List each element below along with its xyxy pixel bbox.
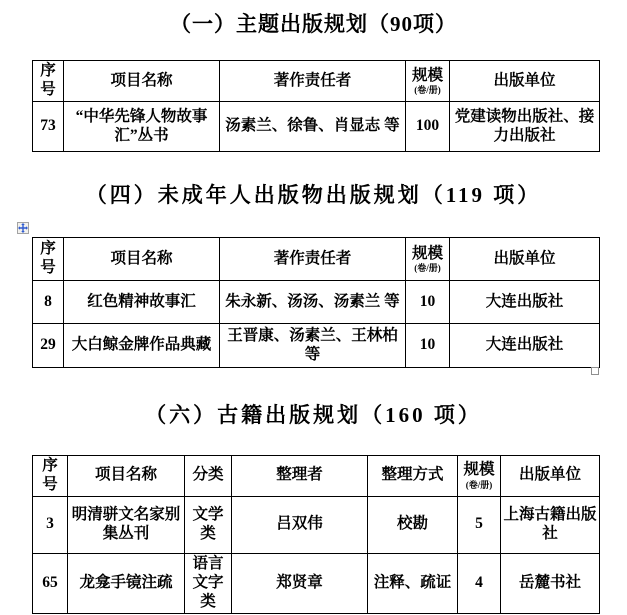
cell-category: 文学类: [185, 496, 232, 553]
header-cell-category: 分类: [185, 456, 232, 497]
cell-project: 大白鲸金牌作品典藏: [64, 324, 220, 368]
cell-serial: 65: [33, 553, 68, 613]
cell-editor: 郑贤章: [232, 553, 368, 613]
section-heading-ancient-books: （六）古籍出版规划（160 项）: [145, 403, 482, 427]
cell-serial: 73: [33, 102, 64, 152]
scale-label: 规模: [411, 244, 443, 262]
header-cell-author: 著作责任者: [220, 238, 406, 281]
cell-scale: 10: [406, 324, 450, 368]
header-cell-serial: 序号: [33, 238, 64, 281]
cell-project: 红色精神故事汇: [64, 281, 220, 324]
cell-publisher: 岳麓书社: [501, 553, 600, 613]
header-cell-serial: 序号: [33, 456, 68, 497]
header-cell-serial: 序号: [33, 61, 64, 102]
header-cell-scale: [406, 238, 450, 281]
header-cell-method: 整理方式: [368, 456, 458, 497]
header-cell-project: 项目名称: [64, 238, 220, 281]
header-cell-scale: [458, 456, 501, 497]
theme-publishing-table: [32, 60, 600, 152]
move-cross-icon: [18, 223, 28, 233]
juvenile-publishing-table: [32, 237, 600, 368]
cell-publisher: 上海古籍出版社: [501, 496, 600, 553]
cell-serial: 29: [33, 324, 64, 368]
table-row: [33, 553, 600, 613]
cell-serial: 3: [33, 496, 68, 553]
cell-publisher: 大连出版社: [450, 324, 600, 368]
header-cell-publisher: 出版单位: [501, 456, 600, 497]
cell-author: 汤素兰、徐鲁、肖显志 等: [220, 102, 406, 152]
header-cell-editor: 整理者: [232, 456, 368, 497]
table-row: [33, 102, 600, 152]
cell-editor: 吕双伟: [232, 496, 368, 553]
header-cell-scale: [406, 61, 450, 102]
ancient-books-table: [32, 455, 600, 614]
header-cell-publisher: 出版单位: [450, 61, 600, 102]
header-cell-author: 著作责任者: [220, 61, 406, 102]
scale-label: 规模: [463, 461, 495, 479]
section-heading-juvenile-publishing: （四）未成年人出版物出版规划（119 项）: [85, 183, 542, 207]
cell-publisher: 党建读物出版社、接力出版社: [450, 102, 600, 152]
section-heading-theme-publishing: （一）主题出版规划（90项）: [170, 12, 457, 36]
cell-category: 语言文字类: [185, 553, 232, 613]
cell-scale: 100: [406, 102, 450, 152]
scale-unit-label: (卷/册): [414, 263, 441, 274]
scale-unit-label: (卷/册): [465, 480, 493, 491]
cell-method: 注释、疏证: [368, 553, 458, 613]
cell-scale: 4: [458, 553, 501, 613]
scale-label: 规模: [411, 66, 443, 84]
header-cell-project: 项目名称: [64, 61, 220, 102]
cell-author: 王晋康、汤素兰、王林柏等: [220, 324, 406, 368]
cell-scale: 5: [458, 496, 501, 553]
table-row: [33, 496, 600, 553]
cell-author: 朱永新、汤汤、汤素兰 等: [220, 281, 406, 324]
table-move-handle[interactable]: [17, 222, 29, 234]
cell-project: 明清骈文名家别集丛刊: [68, 496, 185, 553]
header-cell-publisher: 出版单位: [450, 238, 600, 281]
cell-scale: 10: [406, 281, 450, 324]
cell-serial: 8: [33, 281, 64, 324]
cell-project: “中华先锋人物故事汇”丛书: [64, 102, 220, 152]
table-row: [33, 281, 600, 324]
cell-method: 校勘: [368, 496, 458, 553]
scale-unit-label: (卷/册): [414, 85, 441, 96]
header-cell-project: 项目名称: [68, 456, 185, 497]
cell-project: 龙龛手镜注疏: [68, 553, 185, 613]
cell-publisher: 大连出版社: [450, 281, 600, 324]
table-resize-handle[interactable]: [591, 367, 599, 375]
table-row: [33, 324, 600, 368]
